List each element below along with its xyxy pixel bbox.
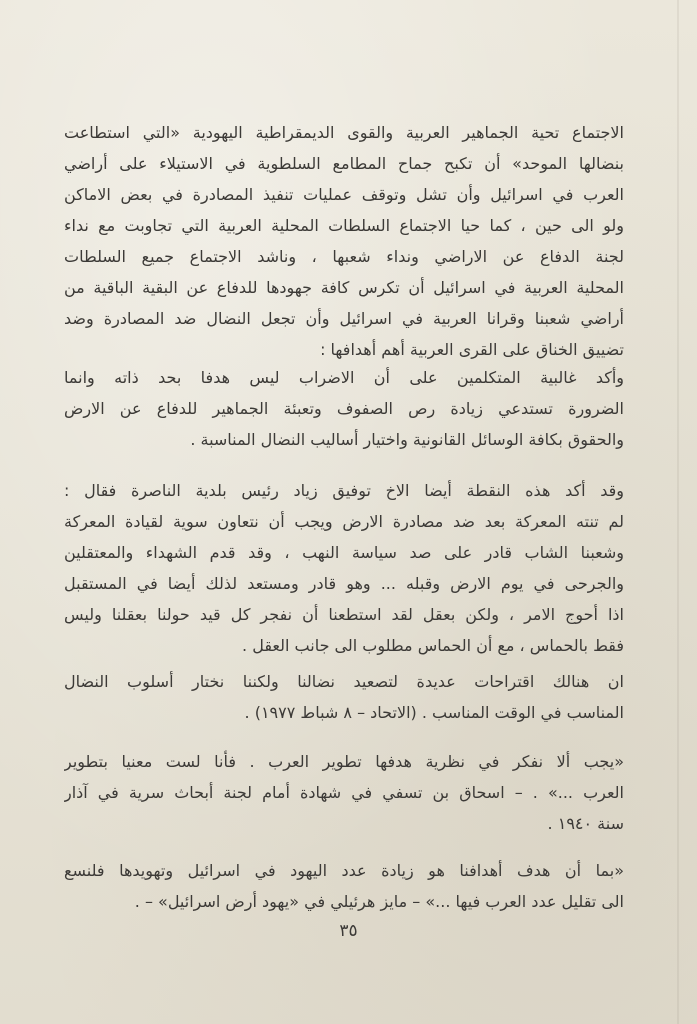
text-line: الى تقليل عدد العرب فيها ...» – مايز هرئيلي في «يهود أرض اسرائيل» – . (134, 892, 624, 911)
text-line: «بما أن هدف أهدافنا هو زيادة عدد اليهود في اسرائيل وتهويدها فلنسع (64, 861, 624, 880)
text-line: وأكد غالبية المتكلمين على أن الاضراب ليس هدفا بحد ذاته وانما (64, 368, 624, 387)
text-line: تضييق الخناق على القرى العربية أهم أهدافها : (320, 340, 624, 359)
text-line: وشعبنا الشاب قادر على صد سياسة النهب ، وقد قدم الشهداء والمعتقلين (64, 543, 624, 562)
text-line: ان هنالك اقتراحات عديدة لتصعيد نضالنا ولكننا نختار أسلوب النضال (64, 672, 624, 691)
page-number: ٣٥ (339, 921, 358, 941)
text-line: العرب ...» . – اسحاق بن تسفي في شهادة أمام لجنة أبحاث سرية في آذار (64, 783, 624, 802)
text-line: الاجتماع تحية الجماهير العربية والقوى الديمقراطية اليهودية «التي استطاعت (64, 123, 624, 142)
text-line: اذا أحوج الامر ، ولكن بعقل لقد استطعنا أن نفجر كل قيد حولنا بعقلنا وليس (64, 605, 624, 624)
text-line: فقط بالحماس ، مع أن الحماس مطلوب الى جانب العقل . (242, 636, 624, 655)
text-line: العرب في اسرائيل وأن تشل وتوقف عمليات تنفيذ المصادرة في بعض الاماكن (64, 185, 624, 204)
paragraph-tawfiq-zayyad-quote (64, 475, 624, 661)
paragraph-ben-zvi-quote (64, 746, 624, 839)
text-line: لجنة الدفاع عن الاراضي ونداء شعبها ، وناشد الاجتماع جميع السلطات (64, 247, 624, 266)
paragraph-struggle-proposals (64, 666, 624, 728)
text-line: المناسب في الوقت المناسب . (الاتحاد – ٨ شباط ١٩٧٧) . (244, 703, 624, 722)
text-line: لم تنته المعركة بعد ضد مصادرة الارض ويجب أن نتعاون سوية لقيادة المعركة (64, 512, 624, 531)
text-line: والحقوق بكافة الوسائل القانونية واختيار أساليب النضال المناسبة . (190, 430, 624, 449)
text-line: الضرورة تستدعي زيادة رص الصفوف وتعبئة الجماهير للدفاع عن الارض (64, 399, 624, 418)
text-line: أراضي شعبنا وقرانا العربية في اسرائيل وأن تجعل النضال ضد المصادرة وضد (64, 309, 624, 328)
text-line: ولو الى حين ، كما حيا الاجتماع السلطات المحلية العربية التي تجاوبت مع نداء (64, 216, 624, 235)
text-line: «يجب ألا نفكر في نظرية هدفها تطوير العرب . فأنا لست معنيا بتطوير (64, 752, 624, 771)
text-line: بنضالها الموحد» أن تكبح جماح المطامع السلطوية في الاستيلاء على أراضي (64, 154, 624, 173)
paragraph-meeting-greetings (64, 117, 624, 365)
text-line: سنة ١٩٤٠ . (547, 814, 624, 833)
paragraph-harelli-quote (64, 855, 624, 917)
text-line: والجرحى في يوم الارض وقبله ... وهو قادر ومستعد لذلك أيضا في المستقبل (64, 574, 624, 593)
text-line: المحلية العربية في اسرائيل أن تكرس كافة جهودها للدفاع عن البقية الباقية من (64, 278, 624, 297)
paragraph-speakers-strike (64, 362, 624, 455)
text-line: وقد أكد هذه النقطة أيضا الاخ توفيق زياد رئيس بلدية الناصرة فقال : (64, 481, 624, 500)
